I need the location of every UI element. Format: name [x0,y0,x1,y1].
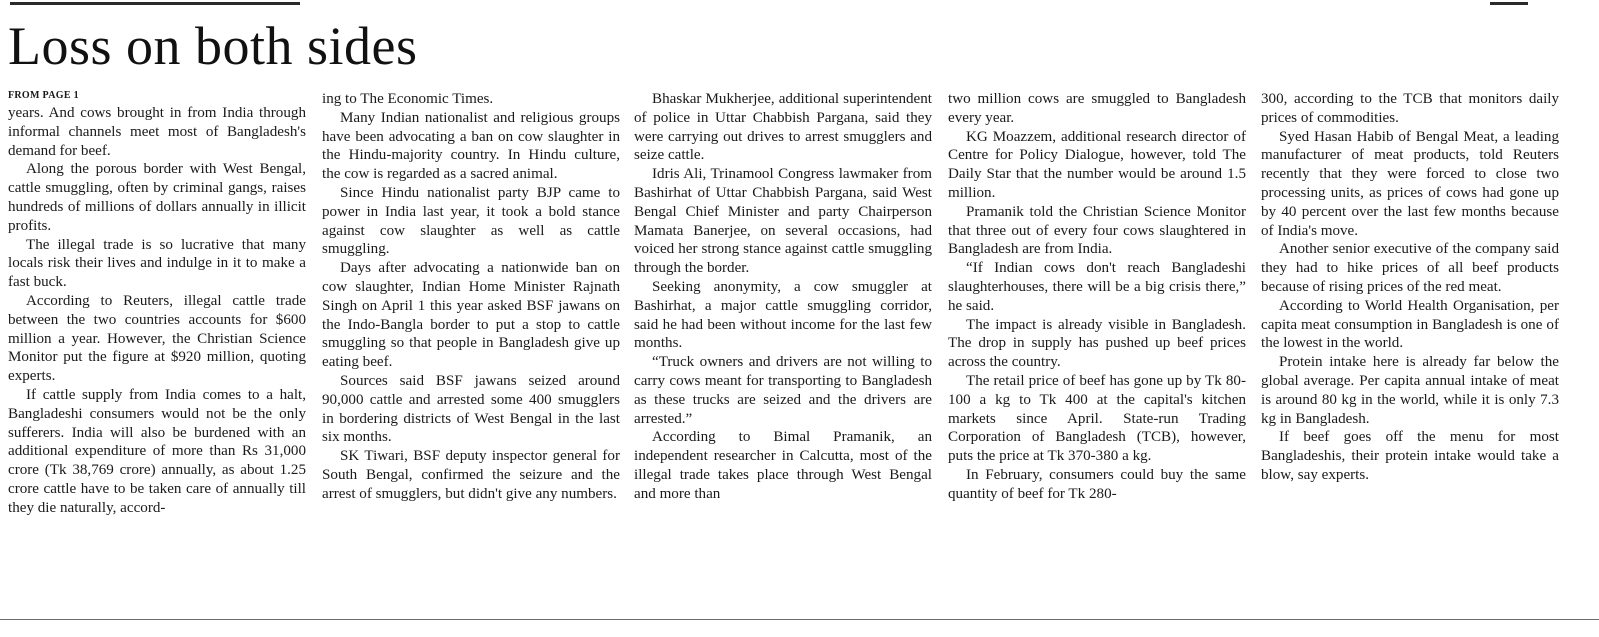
article-column-2 [322,90,620,610]
paragraph: Idris Ali, Trinamool Congress lawmaker from Bashirhat of Uttar Chabbish Pargana, said West Bengal Chief Minister and party Chairperson Mamata Banerjee, on several occasions, had voiced her strong stance against cattle smuggling through the border. [634,166,932,277]
paragraph: Another senior executive of the company said they had to hike prices of all beef products because of rising prices of the red meat. [1261,241,1559,295]
paragraph: Bhaskar Mukherjee, additional superintendent of police in Uttar Chabbish Pargana, said they were carrying out drives to arrest smugglers and seize cattle. [634,91,932,164]
paragraph: Since Hindu nationalist party BJP came to power in India last year, it took a bold stance against cow slaughter as well as cattle smuggling. [322,184,620,258]
paragraph: 300, according to the TCB that monitors daily prices of commodities. [1261,91,1559,126]
paragraph: Sources said BSF jawans seized around 90,000 cattle and arrested some 400 smugglers in bordering districts of West Bengal in the last six months. [322,372,620,446]
paragraph: Seeking anonymity, a cow smuggler at Bashirhat, a major cattle smuggling corridor, said he had been without income for the last few months. [634,278,932,352]
paragraph: Pramanik told the Christian Science Monitor that three out of every four cows slaughtered in Bangladesh are from India. [948,203,1246,258]
paragraph: two million cows are smuggled to Bangladesh every year. [948,91,1246,126]
paragraph: Syed Hasan Habib of Bengal Meat, a leading manufacturer of meat products, told Reuters recently that they were forced to close two processing units, as prices of cows had gone up by 40 percent over the last few months because of India's move. [1261,128,1559,239]
article-column-3 [634,90,932,610]
paragraph: If cattle supply from India comes to a halt, Bangladeshi consumers would not be the only sufferers. India will also be burdened with an additional expenditure of more than Rs 31,000 crore (Tk 38,769 crore) annually, as about 1.25 crore cattle have to be taken care of annually till they die naturally, accord- [8,386,306,516]
paragraph: According to World Health Organisation, per capita meat consumption in Bangladesh is one of the lowest in the world. [1261,297,1559,352]
paragraph: Many Indian nationalist and religious groups have been advocating a ban on cow slaughter in the Hindu-majority country. In Hindu culture, the cow is regarded as a sacred animal. [322,109,620,183]
paragraph: ing to The Economic Times. [322,91,494,107]
paragraph: According to Bimal Pramanik, an independent researcher in Calcutta, most of the illegal trade takes place through West Bengal and more than [634,429,932,502]
paragraph: According to Reuters, illegal cattle trade between the two countries accounts for $600 million a year. However, the Christian Science Monitor put the figure at $920 million, quoting experts. [8,292,306,385]
paragraph: “If Indian cows don't reach Bangladeshi slaughterhouses, there will be a big crisis there,” he said. [948,260,1246,314]
paragraph: In February, consumers could buy the same quantity of beef for Tk 280- [948,466,1246,502]
paragraph: SK Tiwari, BSF deputy inspector general for South Bengal, confirmed the seizure and the arrest of smugglers, but didn't give any numbers. [322,448,620,502]
paragraph: Days after advocating a nationwide ban on cow slaughter, Indian Home Minister Rajnath Singh on April 1 this year asked BSF jawans on the Indo-Bangla border to put a stop to cattle smuggling so that people in Bangladesh give up eating beef. [322,260,620,371]
paragraph: If beef goes off the menu for most Bangladeshis, their protein intake would take a blow, say experts. [1261,429,1559,483]
bottom-divider [0,619,1599,620]
article-headline: Loss on both sides [8,16,418,76]
paragraph: years. And cows brought in from India through informal channels meet most of Bangladesh's demand for beef. [8,105,306,159]
paragraph: The retail price of beef has gone up by Tk 80-100 a kg to Tk 400 at the capital's kitchen markets since April. State-run Trading Corporation of Bangladesh (TCB), however, puts the price at Tk 370-380 a kg. [948,372,1246,465]
paragraph: “Truck owners and drivers are not willing to carry cows meant for transporting to Bangladesh as these trucks are seized and the drivers are arrested.” [634,354,932,427]
previous-article-rule-right [1490,0,1528,5]
article-column-5 [1261,90,1559,610]
paragraph: Protein intake here is already far below the global average. Per capita annual intake of meat is around 80 kg in the world, while it is only 7.3 kg in Bangladesh. [1261,354,1559,427]
paragraph: The illegal trade is so lucrative that many locals risk their lives and indulge in it to make a fast buck. [8,236,306,291]
paragraph: Along the porous border with West Bengal, cattle smuggling, often by criminal gangs, raises hundreds of millions of dollars annually in illicit profits. [8,161,306,234]
paragraph: The impact is already visible in Bangladesh. The drop in supply has pushed up beef prices across the country. [948,316,1246,371]
paragraph: KG Moazzem, additional research director of Centre for Policy Dialogue, however, told The Daily Star that the number would be around 1.5 million. [948,128,1246,201]
article-column-1 [8,90,306,610]
article-column-4 [948,90,1246,610]
continued-from-kicker: FROM PAGE 1 [8,90,79,101]
previous-article-rule [10,0,300,5]
article-body [8,90,1563,610]
